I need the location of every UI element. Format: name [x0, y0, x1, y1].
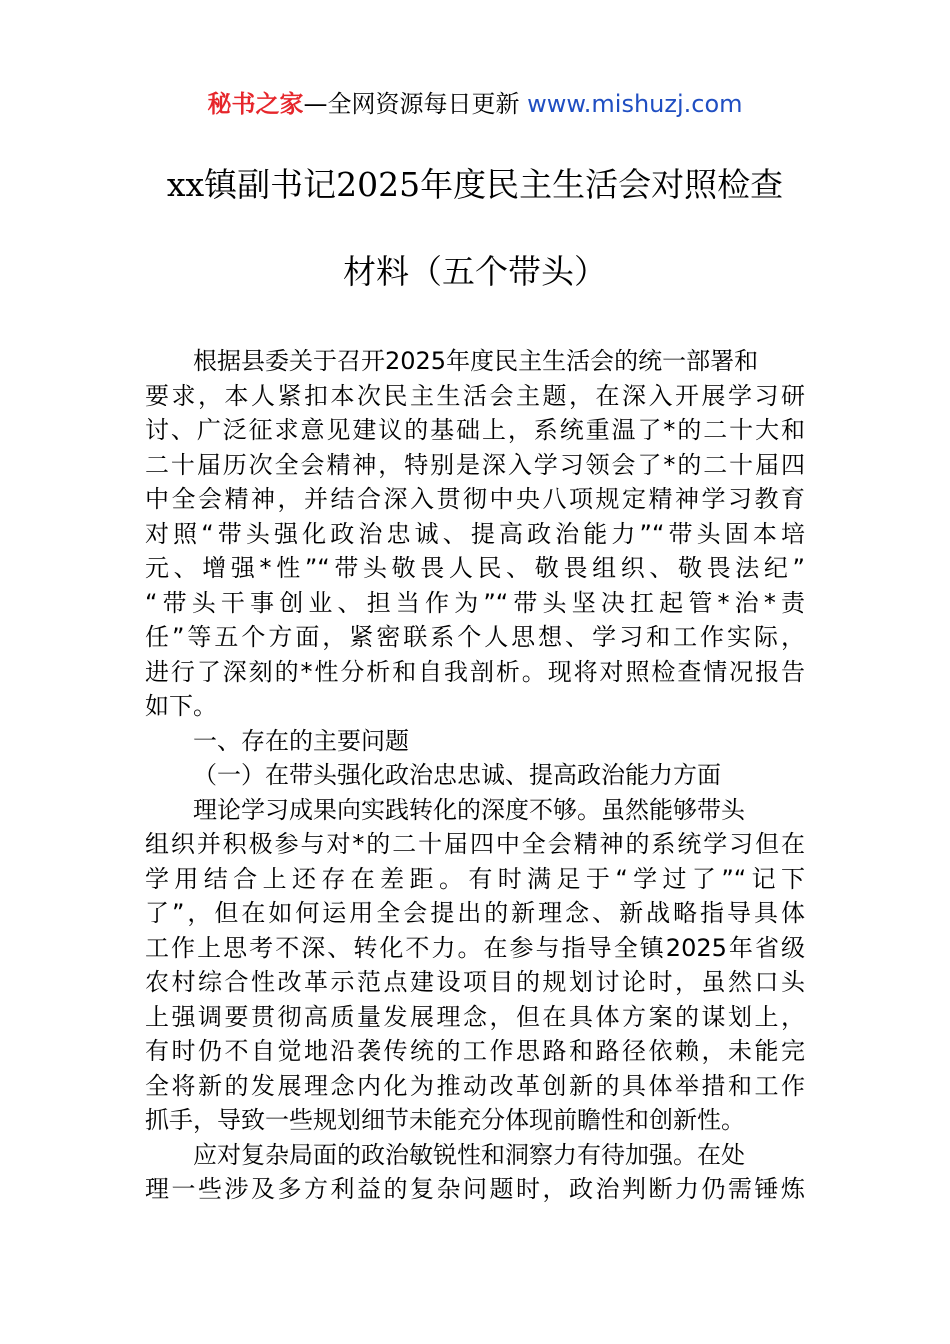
subsection-heading: （一）在带头强化政治忠忠诚、提高政治能力方面	[193, 761, 721, 789]
site-url-link[interactable]: www.mishuzj.com	[527, 90, 743, 118]
body-line: 应对复杂局面的政治敏锐性和洞察力有待加强。在处	[193, 1140, 745, 1169]
body-line: 上强调要贯彻高质量发展理念，但在具体方案的谋划上，	[145, 1002, 805, 1031]
body-line: 进行了深刻的*性分析和自我剖析。现将对照检查情况报告	[145, 657, 805, 686]
document-title	[0, 160, 950, 334]
body-line: 元、增强*性”“带头敬畏人民、敬畏组织、敬畏法纪”	[145, 554, 805, 582]
body-line: 二十届历次全会精神，特别是深入学习领会了*的二十届四	[145, 450, 805, 479]
title-line-1: xx镇副书记2025年度民主生活会对照检查	[166, 165, 784, 204]
body-line: 有时仍不自觉地沿袭传统的工作思路和路径依赖，未能完	[145, 1037, 805, 1065]
body-line: 对照“带头强化政治忠诚、提高政治能力”“带头固本培	[145, 519, 805, 548]
body-line: 学用结合上还存在差距。有时满足于“学过了”“记下	[145, 864, 805, 893]
body-line: 理一些涉及多方利益的复杂问题时，政治判断力仍需锤炼	[145, 1175, 805, 1203]
body-line: 如下。	[145, 692, 217, 720]
section-heading: 一、存在的主要问题	[193, 726, 409, 755]
body-line: 讨、广泛征求意见建议的基础上，系统重温了*的二十大和	[145, 416, 805, 444]
body-line: 工作上思考不深、转化不力。在参与指导全镇2025年省级	[145, 933, 805, 962]
site-slogan: —全网资源每日更新	[303, 90, 520, 118]
title-line-2: 材料（五个带头）	[343, 252, 607, 291]
body-line: 理论学习成果向实践转化的深度不够。虽然能够带头	[193, 795, 745, 824]
document-body	[145, 344, 805, 1207]
site-brand: 秘书之家	[207, 90, 304, 118]
body-line: 中全会精神，并结合深入贯彻中央八项规定精神学习教育	[145, 485, 805, 513]
body-line: 根据县委关于召开2025年度民主生活会的统一部署和	[193, 347, 759, 375]
body-line: 要求，本人紧扣本次民主生活会主题，在深入开展学习研	[145, 381, 805, 410]
body-line: “带头干事创业、担当作为”“带头坚决扛起管*治*责	[145, 588, 805, 617]
body-line: 农村综合性改革示范点建设项目的规划讨论时，虽然口头	[145, 968, 805, 996]
body-line: 全将新的发展理念内化为推动改革创新的具体举措和工作	[145, 1071, 805, 1100]
body-line: 组织并积极参与对*的二十届四中全会精神的系统学习但在	[145, 830, 805, 858]
site-header	[0, 86, 950, 122]
body-line: 任”等五个方面，紧密联系个人思想、学习和工作实际，	[145, 623, 805, 651]
body-line: 抓手，导致一些规划细节未能充分体现前瞻性和创新性。	[145, 1106, 745, 1134]
body-line: 了”，但在如何运用全会提出的新理念、新战略指导具体	[145, 899, 805, 927]
